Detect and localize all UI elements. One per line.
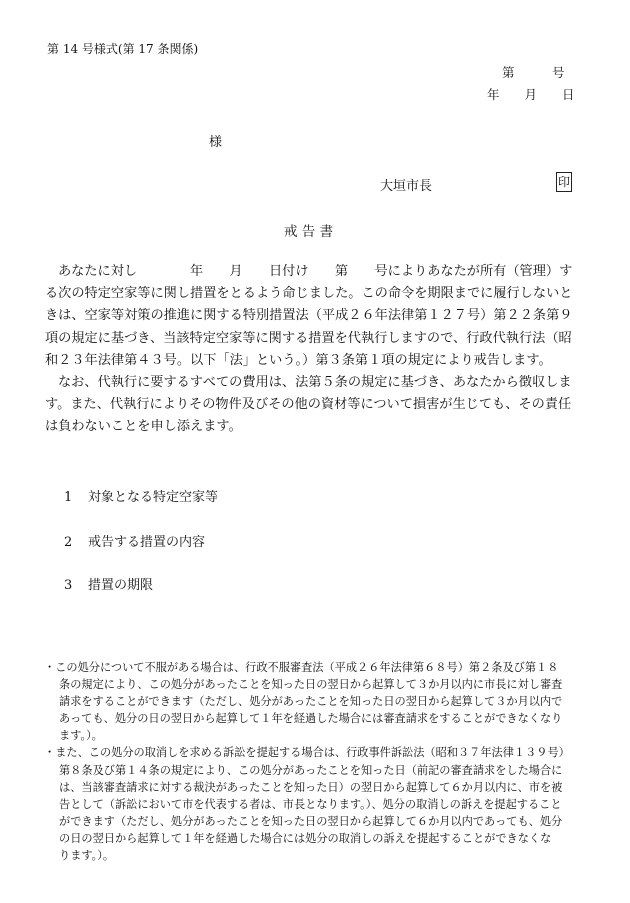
- body-line: 和２３年法律第４３号。以下「法」という。）第３条第１項の規定により戒告します。: [45, 352, 552, 368]
- item-number: 3: [64, 578, 73, 593]
- seal-mark: 印: [556, 172, 572, 192]
- item-target-property: [64, 486, 218, 505]
- item-label: 措置の期限: [88, 578, 154, 593]
- item-number: 2: [64, 535, 73, 550]
- notice-line: 条の規定により、この処分があったことを知った日の翌日から起算して３か月以内に市長に対し審査: [59, 678, 563, 692]
- body-paragraph-1: [45, 261, 593, 372]
- item-measure-content: [64, 531, 205, 550]
- notice-line: ができます（ただし、処分があったことを知った日の翌日から起算して６か月以内であっても、処分: [59, 814, 563, 828]
- notice-line: ・この処分について不服がある場合は、行政不服審査法（平成２６年法律第６８号）第２条及び第１８: [44, 661, 559, 674]
- addressee: 様: [209, 135, 223, 150]
- body-line: す。また、代執行によりその物件及びその他の資材等について損害が生じても、その責任: [45, 397, 572, 413]
- notice-line: 第８条及び第１４条の規定により、この処分があったことを知った日（前記の審査請求をした場合に: [59, 763, 563, 777]
- body-line: きは、空家等対策の推進に関する特別措置法（平成２６年法律第１２７号）第２２条第９: [45, 308, 573, 324]
- document-number: 第 号: [502, 65, 565, 80]
- item-measure-deadline: [64, 574, 153, 593]
- issuer-name: 大垣市長: [380, 179, 433, 194]
- notice-line: あっても、処分の日の翌日から起算して１年を経過した場合には審査請求をすることができなくなり: [59, 712, 563, 726]
- notice-line: ・また、この処分の取消しを求める訴訟を提起する場合は、行政事件訴訟法（昭和３７年法律１３９号）: [44, 746, 570, 760]
- form-number: 第 14 号様式(第 17 条関係): [47, 42, 199, 56]
- notice-lawsuit: [44, 744, 594, 864]
- body-line: あなたに対し 年 月 日付け 第 号によりあなたが所有（管理）す: [58, 264, 573, 279]
- body-line: なお、代執行に要するすべての費用は、法第５条の規定に基づき、あなたから徴収しま: [58, 375, 572, 391]
- body-paragraph-2: [45, 372, 593, 439]
- item-label: 戒告する措置の内容: [88, 535, 206, 550]
- notice-line: の日の翌日から起算して１年を経過した場合には処分の取消しの訴えを提起することができなくな: [59, 831, 552, 845]
- issue-date: 年 月 日: [487, 87, 575, 102]
- notice-review-request: [44, 659, 594, 744]
- notice-line: ります。）。: [59, 849, 115, 863]
- body-line: 項の規定に基づき、当該特定空家等に関する措置を代執行しますので、行政代執行法（昭: [45, 330, 572, 346]
- body-text: [45, 261, 593, 439]
- notice-line: ます。）。: [59, 729, 103, 743]
- item-label: 対象となる特定空家等: [88, 490, 219, 505]
- item-number: 1: [64, 490, 73, 505]
- notice-line: 告として（訴訟において市を代表する者は、市長となります。）、処分の取消しの訴えを提起すること: [59, 797, 562, 811]
- document-title: 戒 告 書: [284, 224, 334, 240]
- body-line: る次の特定空家等に関し措置をとるよう命じました。この命令を期限までに履行しないと: [45, 286, 573, 302]
- notice-line: は、当該審査請求に対する裁決があったことを知った日）の翌日から起算して６か月以内に、市を被: [59, 780, 563, 794]
- body-line: は負わないことを申し添えます。: [45, 419, 242, 435]
- appeal-notice: [44, 659, 594, 864]
- notice-line: 請求をすることができます（ただし、処分があったことを知った日の翌日から起算して３か月以内で: [59, 695, 563, 709]
